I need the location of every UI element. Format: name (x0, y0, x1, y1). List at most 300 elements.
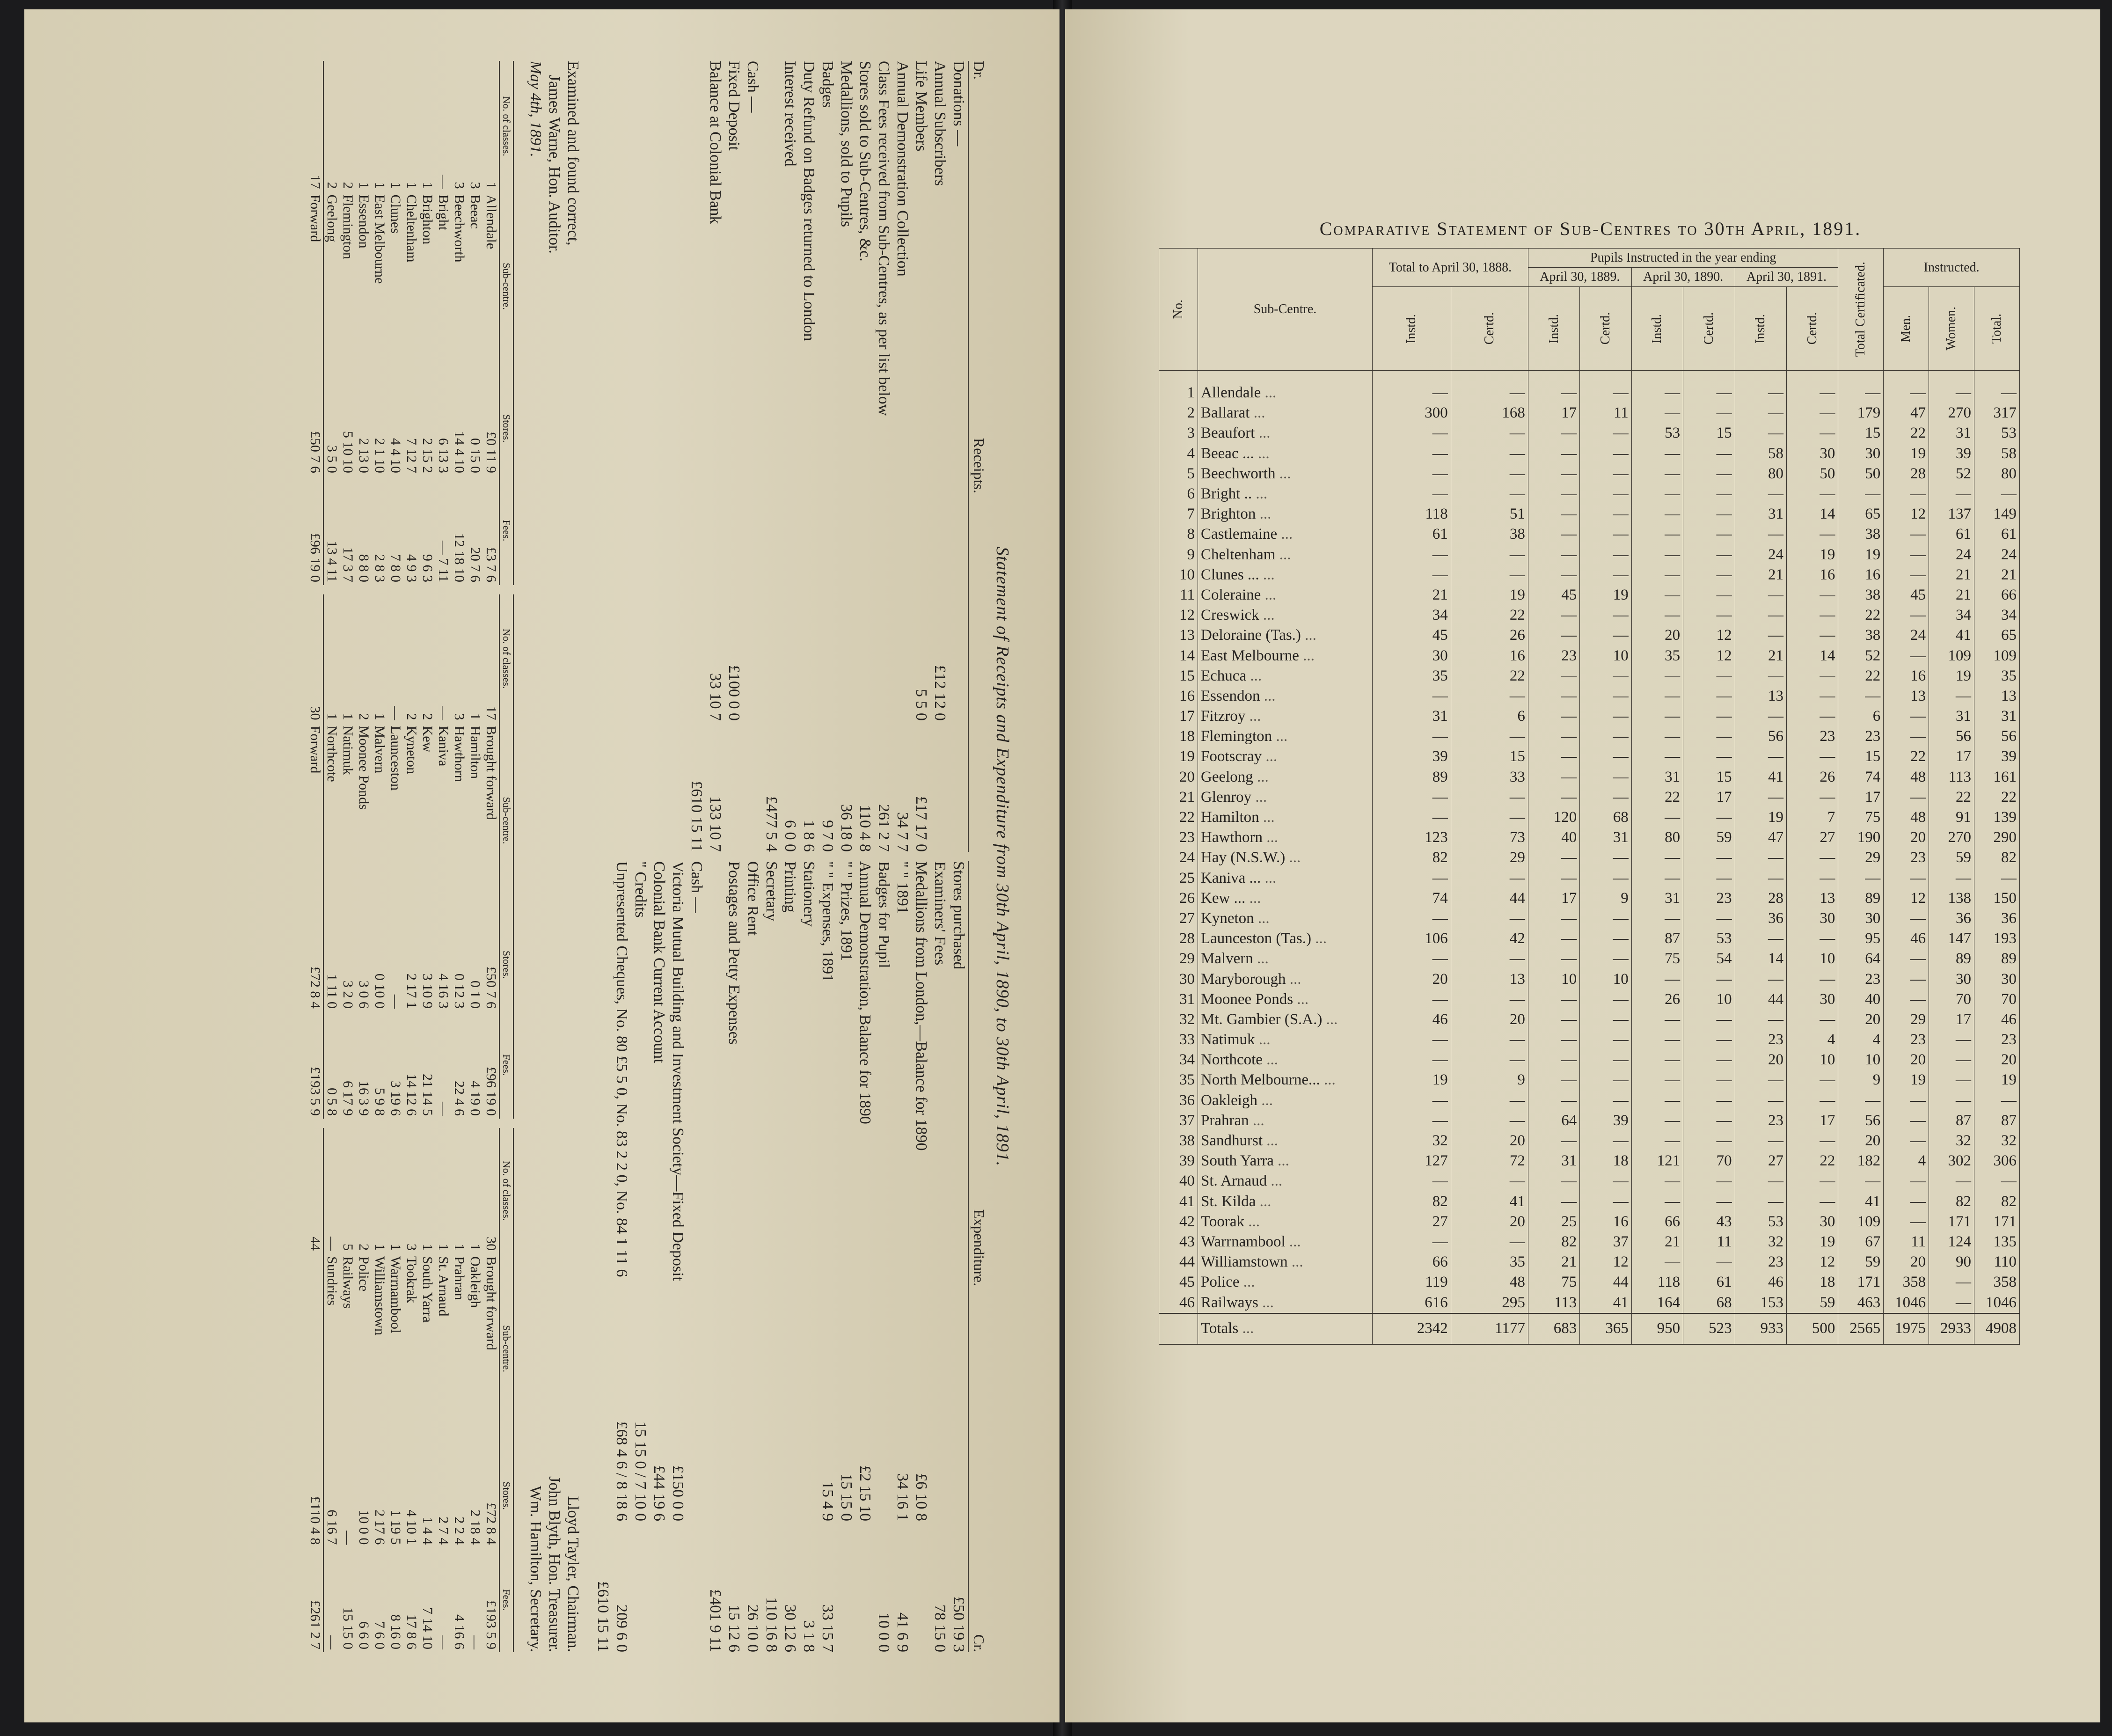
row-value: 16 (1786, 565, 1838, 585)
row-value: — (1631, 1171, 1683, 1191)
row-value: 15 (1838, 423, 1884, 443)
list-cell: 2 8 3 (372, 554, 387, 582)
row-value: 44 (1451, 888, 1528, 908)
list-cell: 17 3 7 (340, 547, 356, 582)
list-cell: £193 5 9 (307, 1011, 323, 1119)
row-value: 19 (1974, 1070, 2020, 1090)
list-cell: 5 (340, 1244, 356, 1251)
row-value: — (1735, 1010, 1786, 1030)
expenditure-label: " " 1891 (894, 861, 911, 914)
list-cell: — (324, 1635, 340, 1649)
row-value: — (1528, 504, 1579, 524)
list-forward-row (307, 61, 323, 585)
row-value: — (1528, 625, 1579, 645)
row-value: 21 (1735, 645, 1786, 666)
row-value: 7 (1786, 807, 1838, 828)
row-value: 31 (1631, 767, 1683, 787)
list-cell: 7 14 10 (420, 1607, 435, 1649)
row-value: — (1631, 726, 1683, 747)
table-row (1159, 605, 2020, 625)
expenditure-row (912, 861, 930, 1652)
expenditure-row (650, 861, 668, 1652)
row-value: 19 (1735, 807, 1786, 828)
expenditure-heading: Expenditure. (971, 1209, 987, 1287)
subcentre-name (1198, 504, 1373, 524)
receipt-label: Annual Demonstration Collection (894, 61, 911, 277)
row-value: — (1528, 908, 1579, 929)
subcentre-name (1198, 1050, 1373, 1070)
list-cell: 1 (372, 182, 387, 189)
subcentre-name (1198, 423, 1373, 443)
row-value: — (1580, 484, 1631, 504)
subcentre-name-text: Ballarat (1201, 404, 1250, 422)
expenditure-label: Postages and Petty Expenses (725, 861, 743, 1045)
subcentre-name (1198, 969, 1373, 989)
row-value: — (1884, 726, 1929, 747)
receipt-label: Annual Subscribers (931, 61, 949, 186)
row-value: — (1580, 1030, 1631, 1050)
row-value: 139 (1974, 807, 2020, 828)
row-value: 164 (1631, 1292, 1683, 1313)
row-value: — (1528, 686, 1579, 706)
expenditure-total (837, 1521, 855, 1652)
row-value: — (1631, 1091, 1683, 1111)
col-instructed: Instructed. (1884, 249, 2020, 287)
list-cell: 4 16 6 (452, 1614, 467, 1649)
subcentre-name (1198, 908, 1373, 929)
row-value: 75 (1631, 949, 1683, 969)
row-value: 17 (1528, 403, 1579, 423)
row-value: 19 (1373, 1070, 1451, 1090)
row-value: — (1580, 787, 1631, 807)
list-cell: Clunes (388, 194, 403, 234)
list-cell: 0 12 3 (452, 973, 467, 1009)
expenditure-row (724, 861, 743, 1652)
table-row (1159, 1010, 2020, 1030)
row-number: 21 (1159, 787, 1198, 807)
row-number: 23 (1159, 828, 1198, 848)
expenditure-row (687, 861, 706, 1652)
receipt-row (912, 61, 930, 852)
subcentre-name (1198, 565, 1373, 585)
list-cell: 3 5 0 (324, 445, 340, 473)
receipt-amount: £12 12 0 (931, 665, 949, 721)
col-no: No. (1159, 249, 1198, 371)
subcentre-name (1198, 706, 1373, 726)
subcentre-name (1198, 1232, 1373, 1252)
list-cell: South Yarra (420, 1256, 435, 1323)
subheader-instd: Instd. (1528, 287, 1579, 371)
row-value: — (1683, 565, 1735, 585)
row-value: 358 (1884, 1272, 1929, 1292)
leader-dots: ... (1293, 990, 1309, 1008)
row-value: — (1631, 747, 1683, 767)
row-value: — (1373, 686, 1451, 706)
list-cell: — (436, 1635, 451, 1649)
subcentre-name (1198, 524, 1373, 544)
list-row (435, 1128, 451, 1652)
row-value: — (1735, 747, 1786, 767)
row-value: 43 (1683, 1212, 1735, 1232)
subheader-instd: Instd. (1631, 287, 1683, 371)
row-value: 52 (1838, 645, 1884, 666)
subcentre-name-text: Geelong (1201, 768, 1253, 785)
row-value: 22 (1838, 605, 1884, 625)
list-cell: £261 2 7 (307, 1547, 323, 1652)
row-value: 22 (1451, 666, 1528, 686)
row-value: — (1451, 423, 1528, 443)
expenditure-row (949, 861, 968, 1652)
leader-dots: ... (1263, 1132, 1278, 1150)
subcentre-name-text: Echuca (1201, 667, 1247, 684)
list-cell: Hamilton (468, 725, 483, 779)
subcentre-name-text: Police (1201, 1274, 1240, 1291)
row-value: — (1528, 666, 1579, 686)
row-value: — (1683, 1050, 1735, 1070)
row-value: — (1631, 1010, 1683, 1030)
subcentre-name-text: Prahran (1201, 1112, 1249, 1129)
row-value: 16 (1580, 1212, 1631, 1232)
row-value: — (1683, 403, 1735, 423)
receipt-amount (762, 590, 781, 721)
row-value: 21 (1974, 565, 2020, 585)
list-cell: Kew (420, 725, 435, 753)
row-value: — (1683, 848, 1735, 868)
row-value: — (1786, 747, 1838, 767)
list-cell: Brighton (420, 194, 435, 245)
expenditure-label: Victoria Mutual Building and Investment Society—Fixed Deposit (669, 861, 687, 1281)
row-value: 20 (1451, 1010, 1528, 1030)
subcentre-name-text: Kaniva ... (1201, 869, 1261, 886)
subcentre-name (1198, 929, 1373, 949)
row-number: 41 (1159, 1192, 1198, 1212)
expenditure-label: Examiners' Fees (931, 861, 949, 966)
list-cell: 14 4 10 (452, 431, 467, 473)
row-value: 306 (1974, 1151, 2020, 1171)
expenditure-amount: 15 15 0 / 7 10 0 (632, 1421, 649, 1521)
signatures (526, 61, 582, 1652)
list-cell: 2 (404, 713, 419, 720)
leader-dots: ... (1260, 687, 1276, 704)
row-value: 20 (1884, 1050, 1929, 1070)
subcentre-name-text: Cheltenham (1201, 546, 1276, 563)
row-value: — (1631, 585, 1683, 605)
row-value: 120 (1528, 807, 1579, 828)
row-value: — (1884, 605, 1929, 625)
row-value: — (1580, 706, 1631, 726)
table-row (1159, 787, 2020, 807)
row-value: 75 (1528, 1272, 1579, 1292)
list-cell: — (340, 1531, 356, 1545)
row-value: — (1528, 371, 1579, 403)
expenditure-list (593, 861, 968, 1652)
row-value: — (1683, 1010, 1735, 1030)
row-value: — (1528, 706, 1579, 726)
col-1890: April 30, 1890. (1631, 268, 1735, 287)
receipt-label: Interest received (782, 61, 799, 167)
list-row (451, 61, 467, 585)
row-value: 56 (1838, 1111, 1884, 1131)
row-value: 16 (1838, 565, 1884, 585)
row-value: — (1580, 1131, 1631, 1151)
statement-date: May 4th, 1891. (527, 61, 544, 157)
row-value: — (1683, 1192, 1735, 1212)
row-value: — (1528, 423, 1579, 443)
row-value: — (1373, 371, 1451, 403)
subcentre-name (1198, 585, 1373, 605)
row-number: 28 (1159, 929, 1198, 949)
subcentre-name-text: Footscray (1201, 748, 1262, 765)
leader-dots: ... (1252, 485, 1268, 503)
row-value: 65 (1974, 625, 2020, 645)
row-value: 6 (1838, 706, 1884, 726)
row-value: — (1884, 908, 1929, 929)
row-value: 171 (1974, 1212, 2020, 1232)
subheader-certd: Certd. (1683, 287, 1735, 371)
row-value: — (1683, 1070, 1735, 1090)
row-value: 87 (1974, 1111, 2020, 1131)
list-cell: 17 8 6 (404, 1614, 419, 1649)
expenditure-total (687, 1521, 706, 1652)
subcentre-name (1198, 1192, 1373, 1212)
row-value: 64 (1838, 949, 1884, 969)
row-value: 59 (1838, 1252, 1884, 1272)
list-cell: Cheltenham (404, 194, 419, 263)
leader-dots: ... (1257, 1091, 1273, 1109)
list-cell: 1 (356, 182, 372, 189)
row-value: — (1451, 444, 1528, 464)
table-row (1159, 565, 2020, 585)
row-value: — (1451, 1171, 1528, 1191)
list-cell: Williamstown (372, 1256, 387, 1335)
receipt-total: £610 15 11 (688, 781, 705, 852)
row-value: 33 (1451, 767, 1528, 787)
row-value: 110 (1974, 1252, 2020, 1272)
row-value: — (1580, 908, 1631, 929)
subcentre-name-text: Bright .. (1201, 485, 1252, 503)
row-value: — (1631, 524, 1683, 544)
row-value: 82 (1373, 848, 1451, 868)
row-value: 65 (1838, 504, 1884, 524)
leader-dots: ... (1249, 1112, 1264, 1129)
row-value: 161 (1974, 767, 2020, 787)
row-value: — (1580, 524, 1631, 544)
subcentre-name (1198, 545, 1373, 565)
row-value: 56 (1735, 726, 1786, 747)
expenditure-label: Medallions from London,—Balance for 1890 (913, 861, 930, 1151)
subcentre-name-text: Clunes ... (1201, 566, 1259, 583)
row-number: 26 (1159, 888, 1198, 908)
list-cell: 7 12 7 (404, 438, 419, 473)
leader-dots: ... (1272, 728, 1288, 745)
row-value: 18 (1580, 1151, 1631, 1171)
row-value: 24 (1929, 545, 1974, 565)
list-row (372, 594, 387, 1119)
list-header-cell: Fees. (499, 476, 513, 585)
receipt-label: Balance at Colonial Bank (707, 61, 724, 224)
row-value: — (1929, 1171, 1974, 1191)
table-row (1159, 828, 2020, 848)
row-number: 31 (1159, 989, 1198, 1010)
table-row (1159, 1030, 2020, 1050)
receipts-header (968, 61, 989, 852)
row-value: 30 (1786, 908, 1838, 929)
table-row (1159, 1252, 2020, 1272)
row-value: — (1929, 484, 1974, 504)
list-cell: 16 3 9 (356, 1081, 372, 1116)
row-value: 40 (1838, 989, 1884, 1010)
subcentre-name-text: Warrnambool (1201, 1233, 1286, 1250)
row-number: 13 (1159, 625, 1198, 645)
row-value: 23 (1735, 1030, 1786, 1050)
row-number: 1 (1159, 371, 1198, 403)
row-value: — (1451, 949, 1528, 969)
row-value: — (1683, 1111, 1735, 1131)
row-value: — (1373, 807, 1451, 828)
table-row (1159, 868, 2020, 888)
row-value: 13 (1735, 686, 1786, 706)
row-value: 31 (1631, 888, 1683, 908)
row-value: 138 (1929, 888, 1974, 908)
row-value: — (1373, 726, 1451, 747)
list-cell: 1 (372, 713, 387, 720)
row-value: — (1373, 545, 1451, 565)
row-value: 12 (1786, 1252, 1838, 1272)
row-value: — (1786, 1171, 1838, 1191)
row-value: 38 (1451, 524, 1528, 544)
row-value: 68 (1683, 1292, 1735, 1313)
row-value: 23 (1735, 1111, 1786, 1131)
row-value: 39 (1373, 747, 1451, 767)
leader-dots: ... (1285, 849, 1301, 866)
row-number: 45 (1159, 1272, 1198, 1292)
row-value: — (1580, 726, 1631, 747)
list-cell: — (436, 175, 451, 189)
row-number: 27 (1159, 908, 1198, 929)
totals-value: 950 (1631, 1313, 1683, 1344)
row-value: 87 (1631, 929, 1683, 949)
list-row (435, 61, 451, 585)
row-number: 30 (1159, 969, 1198, 989)
col-total-certificated: Total Certificated. (1838, 249, 1884, 371)
receipt-label (762, 61, 781, 590)
list-cell: 2 18 4 (468, 1509, 483, 1545)
row-value: 182 (1838, 1151, 1884, 1171)
expenditure-label: Badges for Pupil (875, 861, 892, 968)
row-value: 20 (1838, 1010, 1884, 1030)
row-value: — (1580, 686, 1631, 706)
receipt-row (837, 61, 855, 852)
row-value: 61 (1373, 524, 1451, 544)
row-number: 24 (1159, 848, 1198, 868)
row-value: 20 (1373, 969, 1451, 989)
subcentre-name (1198, 1171, 1373, 1191)
list-row (435, 594, 451, 1119)
subcentre-name (1198, 949, 1373, 969)
leader-dots: ... (1261, 869, 1277, 886)
row-value: — (1974, 484, 2020, 504)
receipt-label: Class Fees received from Sub-Centres, as per list below (875, 61, 892, 416)
table-row (1159, 545, 2020, 565)
totals-value: 683 (1528, 1313, 1579, 1344)
row-value: 295 (1451, 1292, 1528, 1313)
row-value: 82 (1974, 1192, 2020, 1212)
receipt-label: Life Members (913, 61, 930, 152)
row-value: — (1631, 1192, 1683, 1212)
receipt-label: Stores sold to Sub-Centres, &c. (856, 61, 874, 262)
table-row (1159, 1272, 2020, 1292)
list-cell: — (388, 994, 403, 1009)
table-row (1159, 666, 2020, 686)
table-row (1159, 625, 2020, 645)
totals-value: 2565 (1838, 1313, 1884, 1344)
row-value: — (1631, 1111, 1683, 1131)
row-value: 91 (1929, 807, 1974, 828)
row-value: — (1373, 1050, 1451, 1070)
receipt-amount (743, 590, 762, 721)
list-cell: 2 17 6 (372, 1509, 387, 1545)
row-value: — (1884, 706, 1929, 726)
row-value: — (1451, 1030, 1528, 1050)
expenditure-total (668, 1521, 687, 1652)
row-value: — (1683, 1171, 1735, 1191)
receipt-total: 6 0 0 (782, 820, 799, 852)
row-number: 10 (1159, 565, 1198, 585)
totals-value: 1177 (1451, 1313, 1528, 1344)
col-total-1888: Total to April 30, 1888. (1373, 249, 1528, 287)
row-value: 15 (1838, 747, 1884, 767)
expenditure-amount (706, 1390, 724, 1521)
list-cell: East Melbourne (372, 194, 387, 284)
row-value: 34 (1974, 605, 2020, 625)
row-value: 109 (1974, 645, 2020, 666)
row-value: — (1838, 484, 1884, 504)
row-value: 9 (1580, 888, 1631, 908)
expenditure-total (631, 1521, 650, 1652)
row-value: 22 (1884, 423, 1929, 443)
row-value: — (1528, 545, 1579, 565)
row-value: — (1786, 1192, 1838, 1212)
leader-dots: ... (1286, 970, 1301, 988)
list-cell: 2 2 4 (452, 1516, 467, 1545)
col-1891: April 30, 1891. (1735, 268, 1838, 287)
list-cell: 1 (340, 713, 356, 720)
list-row (340, 1128, 356, 1652)
totals-row (1159, 1313, 2020, 1344)
leader-dots: ... (1246, 667, 1262, 684)
expenditure-amount (687, 1390, 706, 1521)
list-cell: Beechworth (452, 194, 467, 263)
row-value: — (1929, 1272, 1974, 1292)
row-value: — (1528, 1010, 1579, 1030)
leader-dots: ... (1239, 1274, 1255, 1291)
row-value: 29 (1451, 848, 1528, 868)
row-value: 20 (1974, 1050, 2020, 1070)
row-value: 19 (1786, 545, 1838, 565)
table-row (1159, 1131, 2020, 1151)
row-value: — (1631, 848, 1683, 868)
leader-dots: ... (1255, 425, 1271, 442)
list-row (451, 594, 467, 1119)
row-value: — (1451, 686, 1528, 706)
row-value: — (1974, 1171, 2020, 1191)
leader-dots: ... (1262, 748, 1278, 765)
subcentre-name (1198, 1131, 1373, 1151)
row-value: 15 (1451, 747, 1528, 767)
row-number: 39 (1159, 1151, 1198, 1171)
row-value: 20 (1884, 828, 1929, 848)
leader-dots: ... (1277, 526, 1293, 543)
